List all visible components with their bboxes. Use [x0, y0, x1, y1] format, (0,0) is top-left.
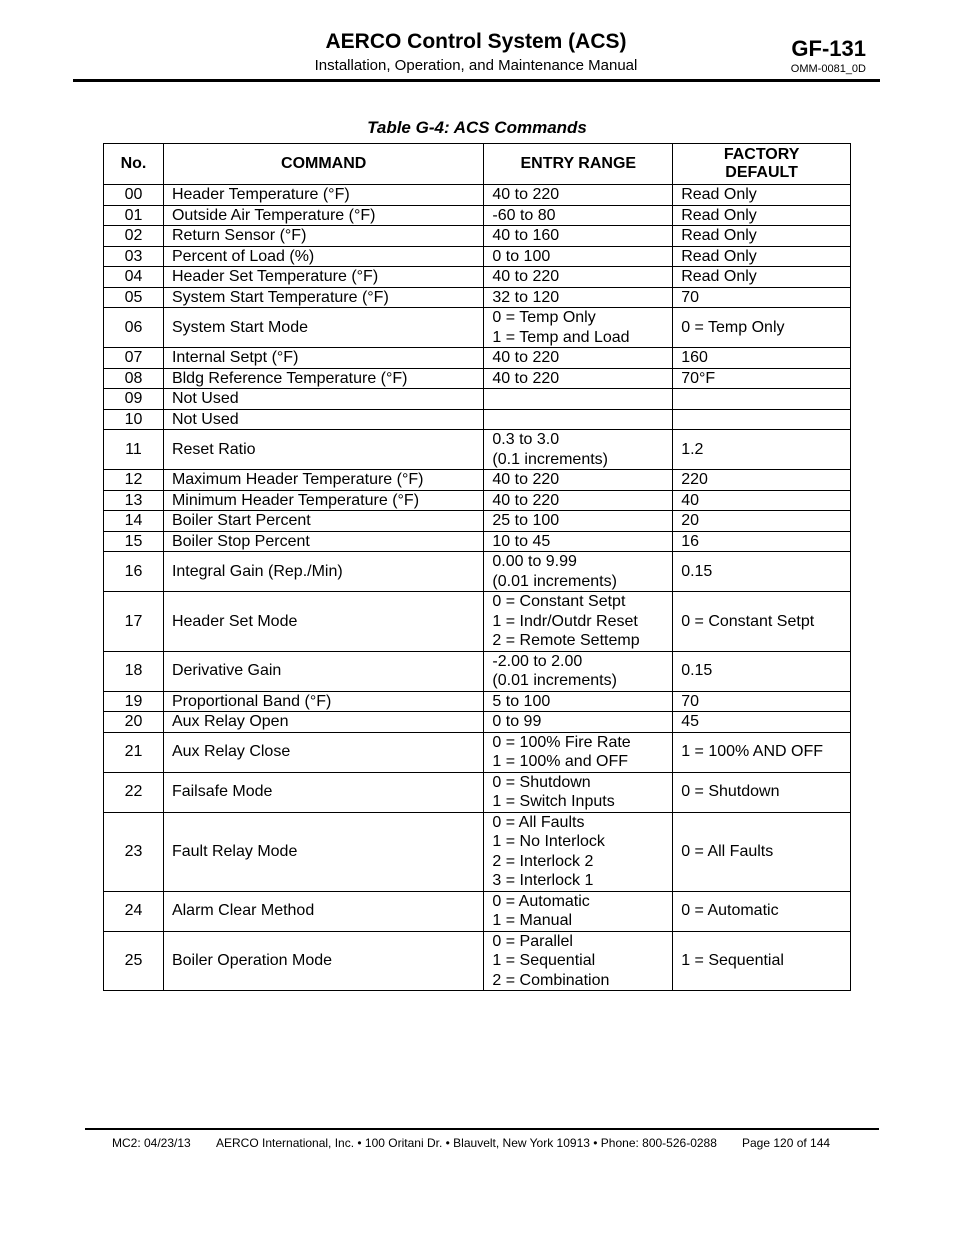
table-row [104, 651, 851, 691]
table-row [104, 308, 851, 348]
row-number-cell: 00 [104, 185, 164, 206]
row-number-cell: 24 [104, 891, 164, 931]
row-number-cell: 01 [104, 205, 164, 226]
entry-range-cell: 0 = Temp Only 1 = Temp and Load [484, 308, 673, 348]
entry-range-cell [484, 389, 673, 410]
factory-default-cell: Read Only [673, 246, 851, 267]
table-row [104, 490, 851, 511]
command-cell: Integral Gain (Rep./Min) [163, 552, 483, 592]
entry-range-cell: 0.00 to 9.99 (0.01 increments) [484, 552, 673, 592]
command-cell: Maximum Header Temperature (°F) [163, 470, 483, 491]
entry-range-cell: 0 = 100% Fire Rate 1 = 100% and OFF [484, 732, 673, 772]
entry-range-cell: 0 to 100 [484, 246, 673, 267]
row-number-cell: 05 [104, 287, 164, 308]
command-cell: System Start Temperature (°F) [163, 287, 483, 308]
column-header-no: No. [104, 144, 164, 185]
footer-divider [85, 1128, 879, 1130]
entry-range-cell: 0 = All Faults 1 = No Interlock 2 = Interlock 2 3 = Interlock 1 [484, 812, 673, 891]
factory-default-cell: Read Only [673, 267, 851, 288]
row-number-cell: 02 [104, 226, 164, 247]
footer-page-number: Page 120 of 144 [742, 1136, 831, 1150]
column-header-command: COMMAND [163, 144, 483, 185]
row-number-cell: 07 [104, 348, 164, 369]
table-row [104, 246, 851, 267]
header-divider [73, 79, 880, 82]
row-number-cell: 06 [104, 308, 164, 348]
entry-range-cell: 0 = Parallel 1 = Sequential 2 = Combination [484, 931, 673, 991]
entry-range-cell: 40 to 220 [484, 490, 673, 511]
command-cell: Header Set Temperature (°F) [163, 267, 483, 288]
entry-range-cell: 25 to 100 [484, 511, 673, 532]
entry-range-cell: 10 to 45 [484, 531, 673, 552]
row-number-cell: 14 [104, 511, 164, 532]
factory-default-cell: 1 = Sequential [673, 931, 851, 991]
command-cell: Bldg Reference Temperature (°F) [163, 368, 483, 389]
row-number-cell: 12 [104, 470, 164, 491]
entry-range-cell: 40 to 220 [484, 185, 673, 206]
table-row [104, 368, 851, 389]
table-row [104, 812, 851, 891]
command-cell: Failsafe Mode [163, 772, 483, 812]
document-title: AERCO Control System (ACS) [325, 30, 627, 53]
row-number-cell: 13 [104, 490, 164, 511]
commands-table [103, 143, 851, 991]
factory-default-cell: Read Only [673, 185, 851, 206]
factory-default-cell: 70 [673, 287, 851, 308]
row-number-cell: 09 [104, 389, 164, 410]
column-header-factory-default: FACTORY DEFAULT [673, 144, 851, 185]
table-row [104, 226, 851, 247]
factory-default-cell: 16 [673, 531, 851, 552]
column-header-entry-range: ENTRY RANGE [484, 144, 673, 185]
factory-default-cell: 0 = Constant Setpt [673, 592, 851, 652]
entry-range-cell: -2.00 to 2.00 (0.01 increments) [484, 651, 673, 691]
footer-company: AERCO International, Inc. • 100 Oritani Dr. • Blauvelt, New York 10913 • Phone: 800-526-0288 [216, 1136, 717, 1150]
command-cell: Minimum Header Temperature (°F) [163, 490, 483, 511]
factory-default-cell: 0 = Shutdown [673, 772, 851, 812]
factory-default-cell: 0 = Automatic [673, 891, 851, 931]
row-number-cell: 21 [104, 732, 164, 772]
table-row [104, 552, 851, 592]
table-row [104, 348, 851, 369]
table-row [104, 531, 851, 552]
command-cell: Not Used [163, 389, 483, 410]
table-row [104, 772, 851, 812]
entry-range-cell: 0 = Shutdown 1 = Switch Inputs [484, 772, 673, 812]
factory-default-cell: 0.15 [673, 651, 851, 691]
factory-default-cell: 1 = 100% AND OFF [673, 732, 851, 772]
table-row [104, 267, 851, 288]
entry-range-cell: 0 to 99 [484, 712, 673, 733]
entry-range-cell: 40 to 160 [484, 226, 673, 247]
table-row [104, 931, 851, 991]
command-cell: Boiler Operation Mode [163, 931, 483, 991]
entry-range-cell: 40 to 220 [484, 267, 673, 288]
row-number-cell: 08 [104, 368, 164, 389]
factory-default-cell: 70°F [673, 368, 851, 389]
document-revision: OMM-0081_0D [790, 63, 866, 75]
table-row [104, 691, 851, 712]
factory-default-cell: 40 [673, 490, 851, 511]
command-cell: Aux Relay Close [163, 732, 483, 772]
factory-default-cell: 1.2 [673, 430, 851, 470]
factory-default-cell: 220 [673, 470, 851, 491]
command-cell: Boiler Start Percent [163, 511, 483, 532]
document-subtitle: Installation, Operation, and Maintenance Manual [314, 57, 638, 74]
command-cell: System Start Mode [163, 308, 483, 348]
table-body [104, 185, 851, 991]
factory-default-cell: 0 = Temp Only [673, 308, 851, 348]
command-cell: Boiler Stop Percent [163, 531, 483, 552]
factory-default-cell: 45 [673, 712, 851, 733]
factory-default-cell: 20 [673, 511, 851, 532]
factory-default-cell [673, 389, 851, 410]
table-row [104, 592, 851, 652]
table-row [104, 389, 851, 410]
entry-range-cell: -60 to 80 [484, 205, 673, 226]
document-id: GF-131 [791, 36, 866, 61]
command-cell: Percent of Load (%) [163, 246, 483, 267]
entry-range-cell: 0.3 to 3.0 (0.1 increments) [484, 430, 673, 470]
footer-date: MC2: 04/23/13 [112, 1136, 191, 1150]
command-cell: Reset Ratio [163, 430, 483, 470]
table-row [104, 409, 851, 430]
entry-range-cell: 5 to 100 [484, 691, 673, 712]
command-cell: Not Used [163, 409, 483, 430]
table-header-row [104, 144, 851, 185]
factory-default-cell: 70 [673, 691, 851, 712]
row-number-cell: 22 [104, 772, 164, 812]
row-number-cell: 23 [104, 812, 164, 891]
row-number-cell: 04 [104, 267, 164, 288]
row-number-cell: 16 [104, 552, 164, 592]
entry-range-cell: 32 to 120 [484, 287, 673, 308]
command-cell: Proportional Band (°F) [163, 691, 483, 712]
table-row [104, 891, 851, 931]
row-number-cell: 25 [104, 931, 164, 991]
factory-default-cell: Read Only [673, 226, 851, 247]
command-cell: Fault Relay Mode [163, 812, 483, 891]
entry-range-cell: 40 to 220 [484, 348, 673, 369]
command-cell: Derivative Gain [163, 651, 483, 691]
entry-range-cell: 40 to 220 [484, 368, 673, 389]
command-cell: Return Sensor (°F) [163, 226, 483, 247]
command-cell: Alarm Clear Method [163, 891, 483, 931]
row-number-cell: 11 [104, 430, 164, 470]
command-cell: Outside Air Temperature (°F) [163, 205, 483, 226]
command-cell: Aux Relay Open [163, 712, 483, 733]
table-row [104, 205, 851, 226]
entry-range-cell: 0 = Constant Setpt 1 = Indr/Outdr Reset 2 = Remote Settemp [484, 592, 673, 652]
row-number-cell: 17 [104, 592, 164, 652]
entry-range-cell: 0 = Automatic 1 = Manual [484, 891, 673, 931]
entry-range-cell: 40 to 220 [484, 470, 673, 491]
factory-default-cell: 160 [673, 348, 851, 369]
row-number-cell: 20 [104, 712, 164, 733]
factory-default-cell: 0.15 [673, 552, 851, 592]
command-cell: Header Temperature (°F) [163, 185, 483, 206]
table-row [104, 732, 851, 772]
table-row [104, 712, 851, 733]
table-caption: Table G-4: ACS Commands [367, 118, 587, 137]
row-number-cell: 19 [104, 691, 164, 712]
factory-default-cell: 0 = All Faults [673, 812, 851, 891]
factory-default-cell: Read Only [673, 205, 851, 226]
table-row [104, 511, 851, 532]
table-row [104, 430, 851, 470]
command-cell: Internal Setpt (°F) [163, 348, 483, 369]
table-row [104, 470, 851, 491]
row-number-cell: 10 [104, 409, 164, 430]
row-number-cell: 03 [104, 246, 164, 267]
entry-range-cell [484, 409, 673, 430]
table-row [104, 287, 851, 308]
command-cell: Header Set Mode [163, 592, 483, 652]
factory-default-cell [673, 409, 851, 430]
table-row [104, 185, 851, 206]
row-number-cell: 15 [104, 531, 164, 552]
row-number-cell: 18 [104, 651, 164, 691]
